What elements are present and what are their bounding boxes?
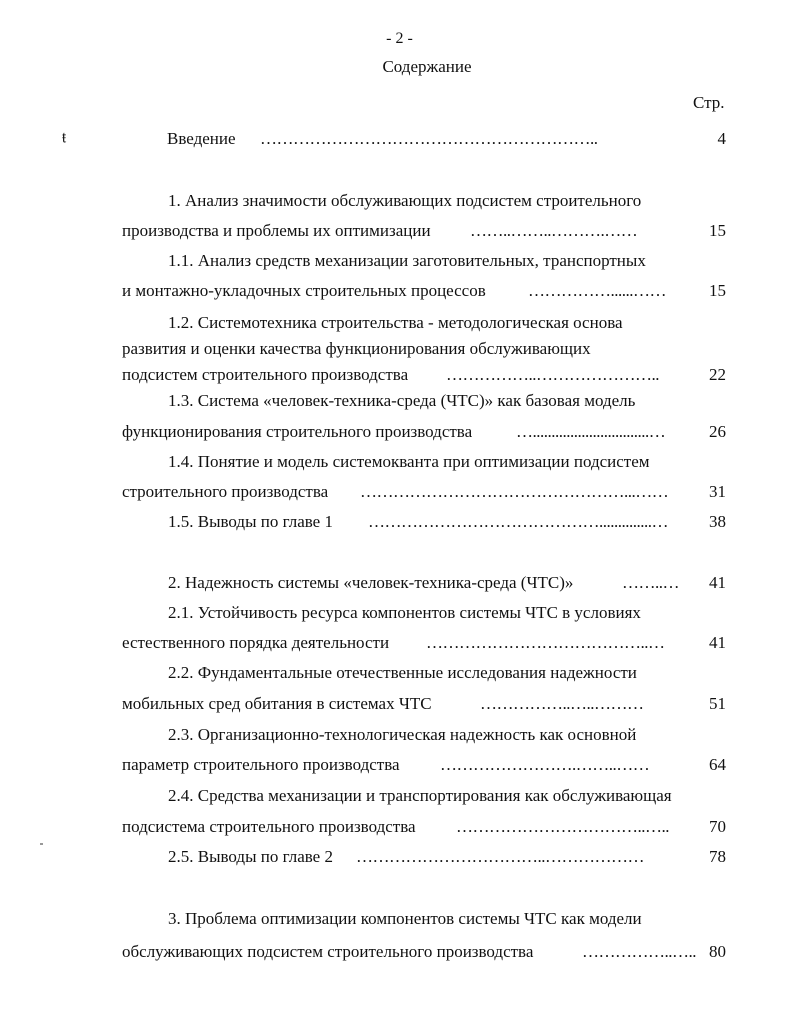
toc-entry-line: мобильных сред обитания в системах ЧТС bbox=[122, 694, 432, 713]
toc-entry-line: 2.1. Устойчивость ресурса компонентов системы ЧТС в условиях bbox=[168, 603, 641, 622]
toc-entry-line: 3. Проблема оптимизации компонентов системы ЧТС как модели bbox=[168, 909, 642, 928]
toc-dot-leader: ……………..………………….. bbox=[446, 365, 659, 384]
toc-page-number: 41 bbox=[709, 573, 726, 592]
toc-page-number: 78 bbox=[709, 847, 726, 866]
toc-dot-leader: ……………......…… bbox=[528, 281, 666, 300]
page-number: - 2 - bbox=[386, 30, 413, 47]
toc-dot-leader: ……………………………………..............… bbox=[368, 512, 668, 531]
toc-dot-leader: ……………………………..….. bbox=[456, 817, 669, 836]
toc-dot-leader: ……………..….. bbox=[582, 942, 696, 961]
toc-page-number: 22 bbox=[709, 365, 726, 384]
toc-entry-line: строительного производства bbox=[122, 482, 329, 501]
toc-entry-line: естественного порядка деятельности bbox=[122, 633, 390, 652]
toc-dot-leader: …………………………………..… bbox=[426, 633, 665, 652]
toc-dot-leader: …...............................… bbox=[516, 422, 666, 441]
page-title: Содержание bbox=[382, 57, 472, 76]
toc-page-number: 80 bbox=[709, 942, 726, 961]
toc-page-number: 26 bbox=[709, 422, 726, 441]
toc-entry-line: 2.5. Выводы по главе 2 bbox=[168, 847, 333, 866]
toc-page-number: 41 bbox=[709, 633, 726, 652]
toc-entry-line: 2. Надежность системы «человек-техника-среда (ЧТС)» bbox=[168, 573, 574, 592]
toc-dot-leader: ……………………………..……………… bbox=[356, 847, 644, 866]
toc-page-number: 64 bbox=[709, 755, 726, 774]
toc-entry-line: производства и проблемы их оптимизации bbox=[122, 221, 431, 240]
toc-entry-line: 1.3. Система «человек-техника-среда (ЧТС)» как базовая модель bbox=[168, 391, 636, 410]
toc-dot-leader: ……..… bbox=[622, 573, 679, 592]
toc-entry-line: параметр строительного производства bbox=[122, 755, 400, 774]
toc-page-number: 15 bbox=[709, 221, 726, 240]
toc-entry-line: подсистема строительного производства bbox=[122, 817, 416, 836]
toc-page-number: 38 bbox=[709, 512, 726, 531]
toc-entry-line: подсистем строительного производства bbox=[122, 365, 409, 384]
toc-entry-line: 1.1. Анализ средств механизации заготовительных, транспортных bbox=[168, 251, 646, 270]
toc-entry-line: 2.2. Фундаментальные отечественные исследования надежности bbox=[168, 663, 637, 682]
toc-page-number: 15 bbox=[709, 281, 726, 300]
toc-entry-line: обслуживающих подсистем строительного производства bbox=[122, 942, 534, 961]
speck-mark bbox=[40, 843, 43, 845]
toc-entry-line: Введение bbox=[167, 129, 236, 148]
toc-entry-line: 2.4. Средства механизации и транспортирования как обслуживающая bbox=[168, 786, 672, 805]
toc-page-number: 4 bbox=[717, 129, 726, 148]
toc-dot-leader: …………………….……..…… bbox=[440, 755, 650, 774]
toc-page-number: 51 bbox=[709, 694, 726, 713]
margin-mark: ŧ bbox=[62, 128, 67, 148]
toc-entry-line: 1.2. Системотехника строительства - методологическая основа bbox=[168, 313, 623, 332]
page-column-header: Стр. bbox=[693, 93, 725, 112]
toc-dot-leader: ……………..…..……… bbox=[480, 694, 644, 713]
toc-dot-leader: …………………………………………...…… bbox=[360, 482, 669, 501]
toc-page-number: 70 bbox=[709, 817, 726, 836]
toc-entry-line: 1.4. Понятие и модель системокванта при оптимизации подсистем bbox=[168, 452, 650, 471]
toc-entry-line: 1.5. Выводы по главе 1 bbox=[168, 512, 333, 531]
toc-entry-line: функционирования строительного производства bbox=[122, 422, 473, 441]
toc-entry-line: 1. Анализ значимости обслуживающих подсистем строительного bbox=[168, 191, 642, 210]
toc-entry-line: и монтажно-укладочных строительных процессов bbox=[122, 281, 486, 300]
toc-dot-leader: …………………………………………………….. bbox=[260, 129, 598, 148]
toc-entry-line: 2.3. Организационно-технологическая надежность как основной bbox=[168, 725, 637, 744]
toc-dot-leader: ……..……..……….…… bbox=[470, 221, 638, 240]
toc-entry-line: развития и оценки качества функционирования обслуживающих bbox=[122, 339, 591, 358]
toc-page-number: 31 bbox=[709, 482, 726, 501]
